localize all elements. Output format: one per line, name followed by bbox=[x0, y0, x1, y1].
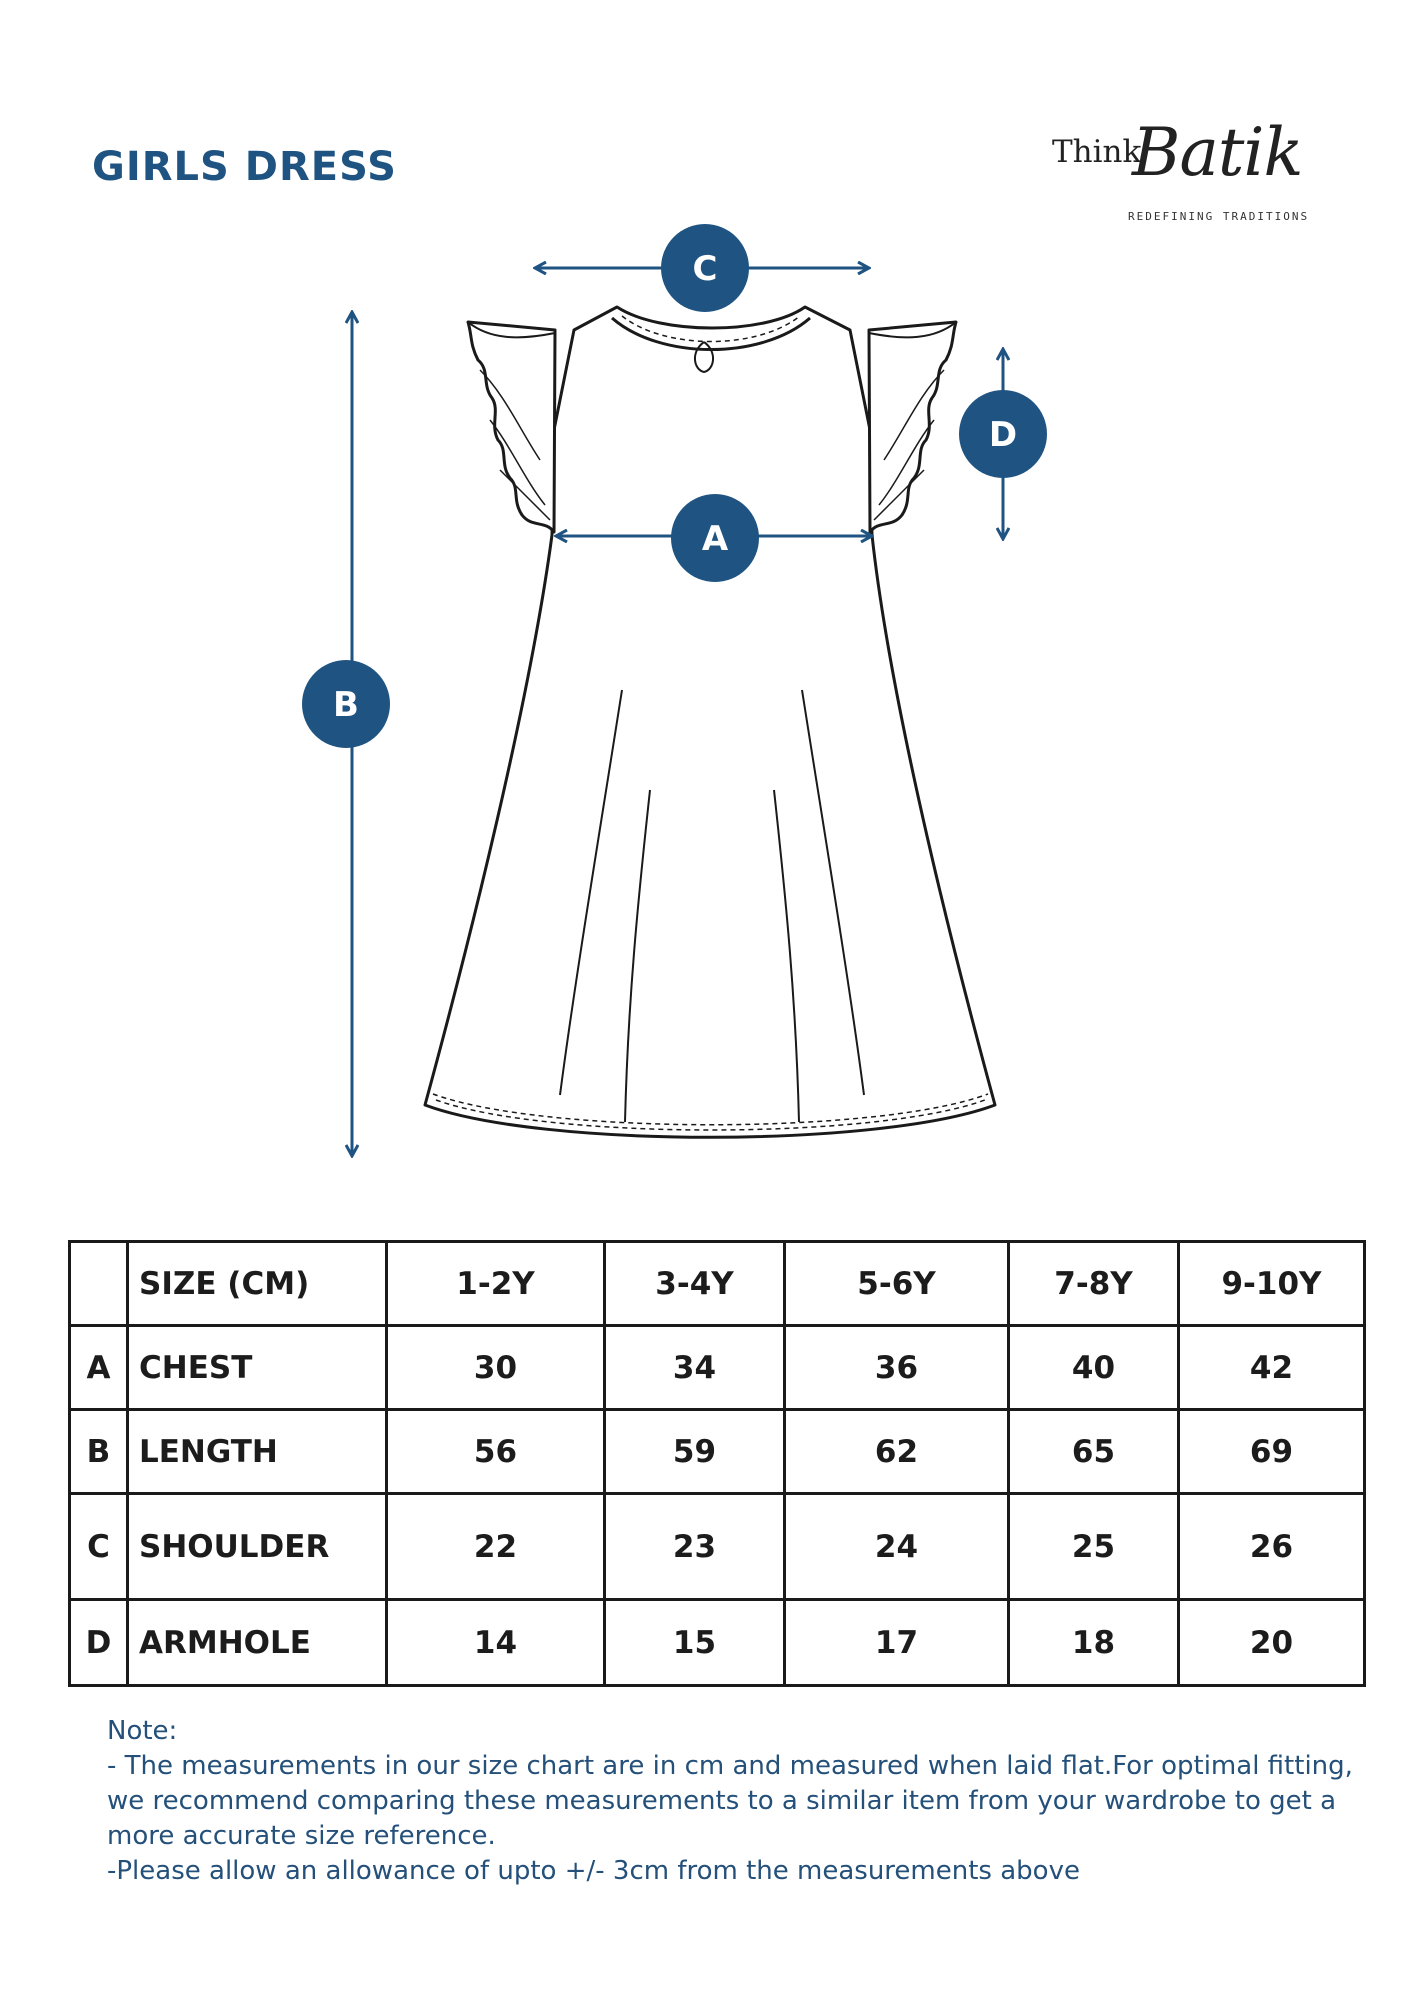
logo-batik-text: Batik bbox=[1132, 114, 1303, 191]
header-size-label: SIZE (CM) bbox=[128, 1242, 387, 1326]
note-section bbox=[107, 1714, 1353, 1889]
table-cell: 22 bbox=[387, 1494, 605, 1600]
header-size: 7-8Y bbox=[1009, 1242, 1179, 1326]
logo-tagline: REDEFINING TRADITIONS bbox=[1128, 210, 1310, 223]
marker-a bbox=[671, 494, 759, 582]
header-size: 3-4Y bbox=[605, 1242, 785, 1326]
table-header-row bbox=[70, 1242, 1365, 1326]
table-cell: 65 bbox=[1009, 1410, 1179, 1494]
table-cell: 24 bbox=[785, 1494, 1009, 1600]
row-letter: D bbox=[70, 1600, 128, 1686]
header-size: 9-10Y bbox=[1179, 1242, 1365, 1326]
table-cell: 17 bbox=[785, 1600, 1009, 1686]
svg-text:D: D bbox=[988, 415, 1018, 455]
table-cell: 23 bbox=[605, 1494, 785, 1600]
table-cell: 26 bbox=[1179, 1494, 1365, 1600]
row-label: SHOULDER bbox=[128, 1494, 387, 1600]
table-row bbox=[70, 1494, 1365, 1600]
row-label: CHEST bbox=[128, 1326, 387, 1410]
row-label: ARMHOLE bbox=[128, 1600, 387, 1686]
table-cell: 18 bbox=[1009, 1600, 1179, 1686]
note-line: more accurate size reference. bbox=[107, 1821, 496, 1851]
table-cell: 30 bbox=[387, 1326, 605, 1410]
svg-text:A: A bbox=[701, 519, 729, 559]
row-letter: C bbox=[70, 1494, 128, 1600]
table-row bbox=[70, 1326, 1365, 1410]
table-cell: 36 bbox=[785, 1326, 1009, 1410]
table-cell: 42 bbox=[1179, 1326, 1365, 1410]
table-cell: 25 bbox=[1009, 1494, 1179, 1600]
note-heading: Note: bbox=[107, 1716, 178, 1746]
header-letter-cell bbox=[70, 1242, 128, 1326]
table-cell: 14 bbox=[387, 1600, 605, 1686]
svg-text:C: C bbox=[692, 249, 718, 289]
row-letter: B bbox=[70, 1410, 128, 1494]
row-letter: A bbox=[70, 1326, 128, 1410]
svg-text:B: B bbox=[333, 685, 359, 725]
table-row bbox=[70, 1410, 1365, 1494]
dress-outline bbox=[425, 307, 995, 1137]
header-size: 1-2Y bbox=[387, 1242, 605, 1326]
table-cell: 20 bbox=[1179, 1600, 1365, 1686]
logo-think-text: Think bbox=[1052, 134, 1142, 170]
size-table bbox=[68, 1240, 1366, 1687]
table-cell: 40 bbox=[1009, 1326, 1179, 1410]
table-cell: 59 bbox=[605, 1410, 785, 1494]
table-cell: 15 bbox=[605, 1600, 785, 1686]
note-line: -Please allow an allowance of upto +/- 3cm from the measurements above bbox=[107, 1856, 1080, 1886]
note-line: - The measurements in our size chart are in cm and measured when laid flat.For optimal fitting, bbox=[107, 1751, 1353, 1781]
page-title: GIRLS DRESS bbox=[92, 144, 397, 190]
header-size: 5-6Y bbox=[785, 1242, 1009, 1326]
marker-b bbox=[302, 660, 390, 748]
note-line: we recommend comparing these measurements to a similar item from your wardrobe to get a bbox=[107, 1786, 1337, 1816]
table-row bbox=[70, 1600, 1365, 1686]
table-cell: 34 bbox=[605, 1326, 785, 1410]
table-cell: 69 bbox=[1179, 1410, 1365, 1494]
table-cell: 62 bbox=[785, 1410, 1009, 1494]
table-cell: 56 bbox=[387, 1410, 605, 1494]
marker-d bbox=[959, 390, 1047, 478]
row-label: LENGTH bbox=[128, 1410, 387, 1494]
marker-c bbox=[661, 224, 749, 312]
